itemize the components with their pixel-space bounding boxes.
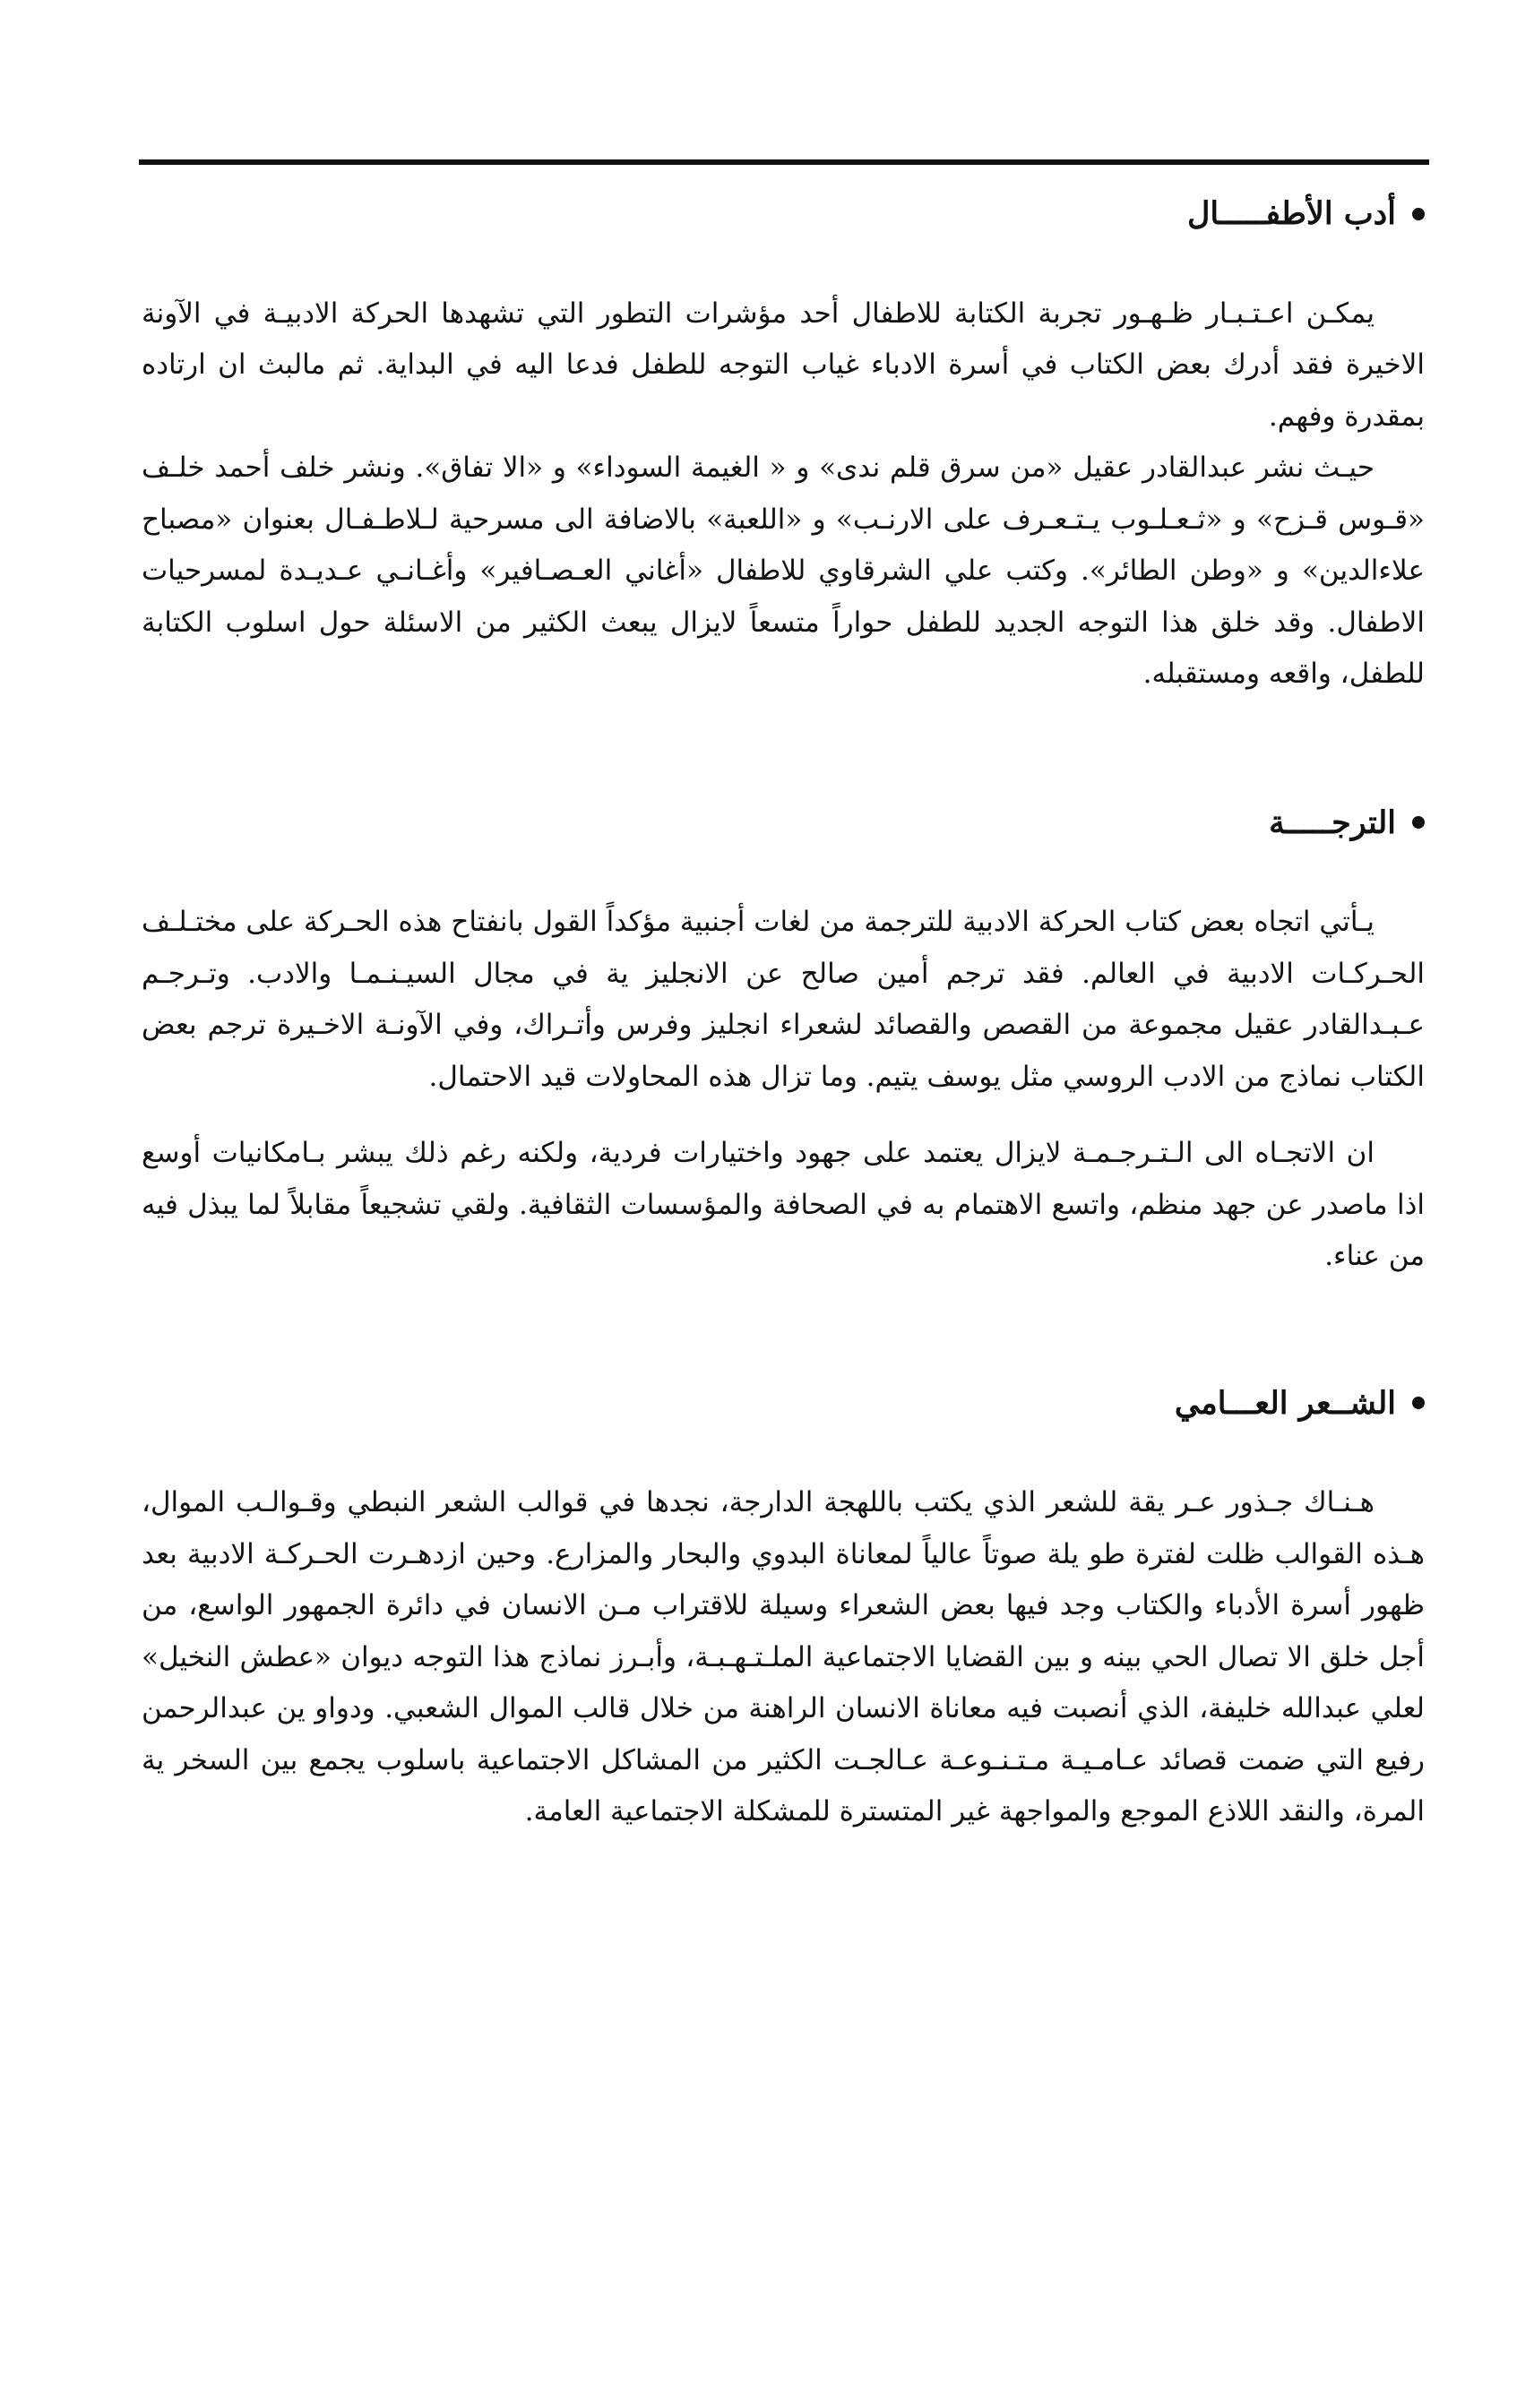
page-body xyxy=(142,188,1425,1838)
paragraph: هـنـاك جـذور عـر يقة للشعر الذي يكتب باللهجة الدارجة، نجدها في قوالب الشعر النبطي وقـوالـب الموال، هـذه القوالب ظلت لفترة طو يلة صوتاً عالياً لمعاناة البدوي والبحار والمزارع. وحين ازدهـرت الحـركـة الادبية بعد ظهور أسرة الأدباء والكتاب وجد فيها بعض الشعراء وسيلة للاقتراب مـن الانسان في دائرة الجمهور الواسع، من أجل خلق الا تصال الحي بينه و بين القضايا الاجتماعية الملـتـهـبـة، وأبـرز نماذج هذا التوجه ديوان «عطش النخيل» لعلي عبدالله خليفة، الذي أنصبت فيه معاناة الانسان الراهنة من خلال قالب الموال الشعبي. ودواو ين عبدالرحمن رفيع التي ضمت قصائد عـامـيـة مـتـنـوعـة عـالجـت الكثير من المشاكل الاجتماعية باسلوب يجمع بين السخر ية المرة، والنقد اللاذع الموجع والمواجهة غير المتسترة للمشكلة الاجتماعية العامة. xyxy=(142,1486,1425,1828)
section-heading xyxy=(142,188,1425,240)
bullet-icon xyxy=(1412,816,1425,829)
top-rule xyxy=(139,159,1429,165)
section-heading xyxy=(142,1378,1425,1430)
section-heading-text: أدب الأطفـــــال xyxy=(1186,195,1396,232)
section-heading xyxy=(142,797,1425,849)
section-childrens-literature xyxy=(142,188,1425,701)
paragraph: حيـث نشر عبدالقادر عقيل «من سرق قلم ندى» و « الغيمة السوداء» و «الا تفاق». ونشر خلف أحمد خلـف «قـوس قـزح» و «ثـعـلـوب يـتـعـرف على الارنـب» و «اللعبة» بالاضافة الى مسرحية لـلاطـفـال بعنوان «مصباح علاءالدين» و «وطن الطائر». وكتب علي الشرقاوي للاطفال «أغاني العـصـافير» وأغـانـي عـديـدة لمسرحيات الاطفال. وقد خلق هذا التوجه الجديد للطفل حواراً متسعاً لايزال يبعث الكثير من الاسئلة حول اسلوب الكتابة للطفل، واقعه ومستقبله. xyxy=(142,452,1425,690)
bullet-icon xyxy=(1412,208,1425,220)
section-heading-text: الشــعر العـــامي xyxy=(1174,1384,1396,1422)
paragraph: يـأتي اتجاه بعض كتاب الحركة الادبية للترجمة من لغات أجنبية مؤكداً القول بانفتاح هذه الحـركة على مختـلـف الحـركـات الادبية في العالم. فقد ترجم أمين صالح عن الانجليز ية في مجال السيـنـمـا والادب. وتـرجـم عـبـدالقادر عقيل مجموعة من القصص والقصائد لشعراء انجليز وفرس وأتـراك، وفي الآونـة الاخـيرة ترجم بعض الكتاب نماذج من الادب الروسي مثل يوسف يتيم. وما تزال هذه المحاولات قيد الاحتمال. xyxy=(142,906,1425,1093)
paragraph: ان الاتجـاه الى الـتـرجـمـة لايزال يعتمد على جهود واختيارات فردية، ولكنه رغم ذلك يبشر بـامكانيات أوسع اذا ماصدر عن جهد منظم، واتسع الاهتمام به في الصحافة والمؤسسات الثقافية. ولقي تشجيعاً مقابلاً لما يبذل فيه من عناء. xyxy=(142,1137,1425,1272)
section-translation xyxy=(142,797,1425,1283)
paragraph: يمكـن اعـتـبـار ظـهـور تجربة الكتابة للاطفال أحد مؤشرات التطور التي تشهدها الحركة الادبيـة في الآونة الاخيرة فقد أدرك بعض الكتاب في أسرة الادباء غياب التوجه للطفل فدعا اليه في البداية. ثم مالبث ان ارتاده بمقدرة وفهم. xyxy=(142,297,1425,433)
bullet-icon xyxy=(1412,1397,1425,1409)
section-colloquial-poetry xyxy=(142,1378,1425,1838)
section-heading-text: الترجـــــة xyxy=(1269,804,1396,841)
